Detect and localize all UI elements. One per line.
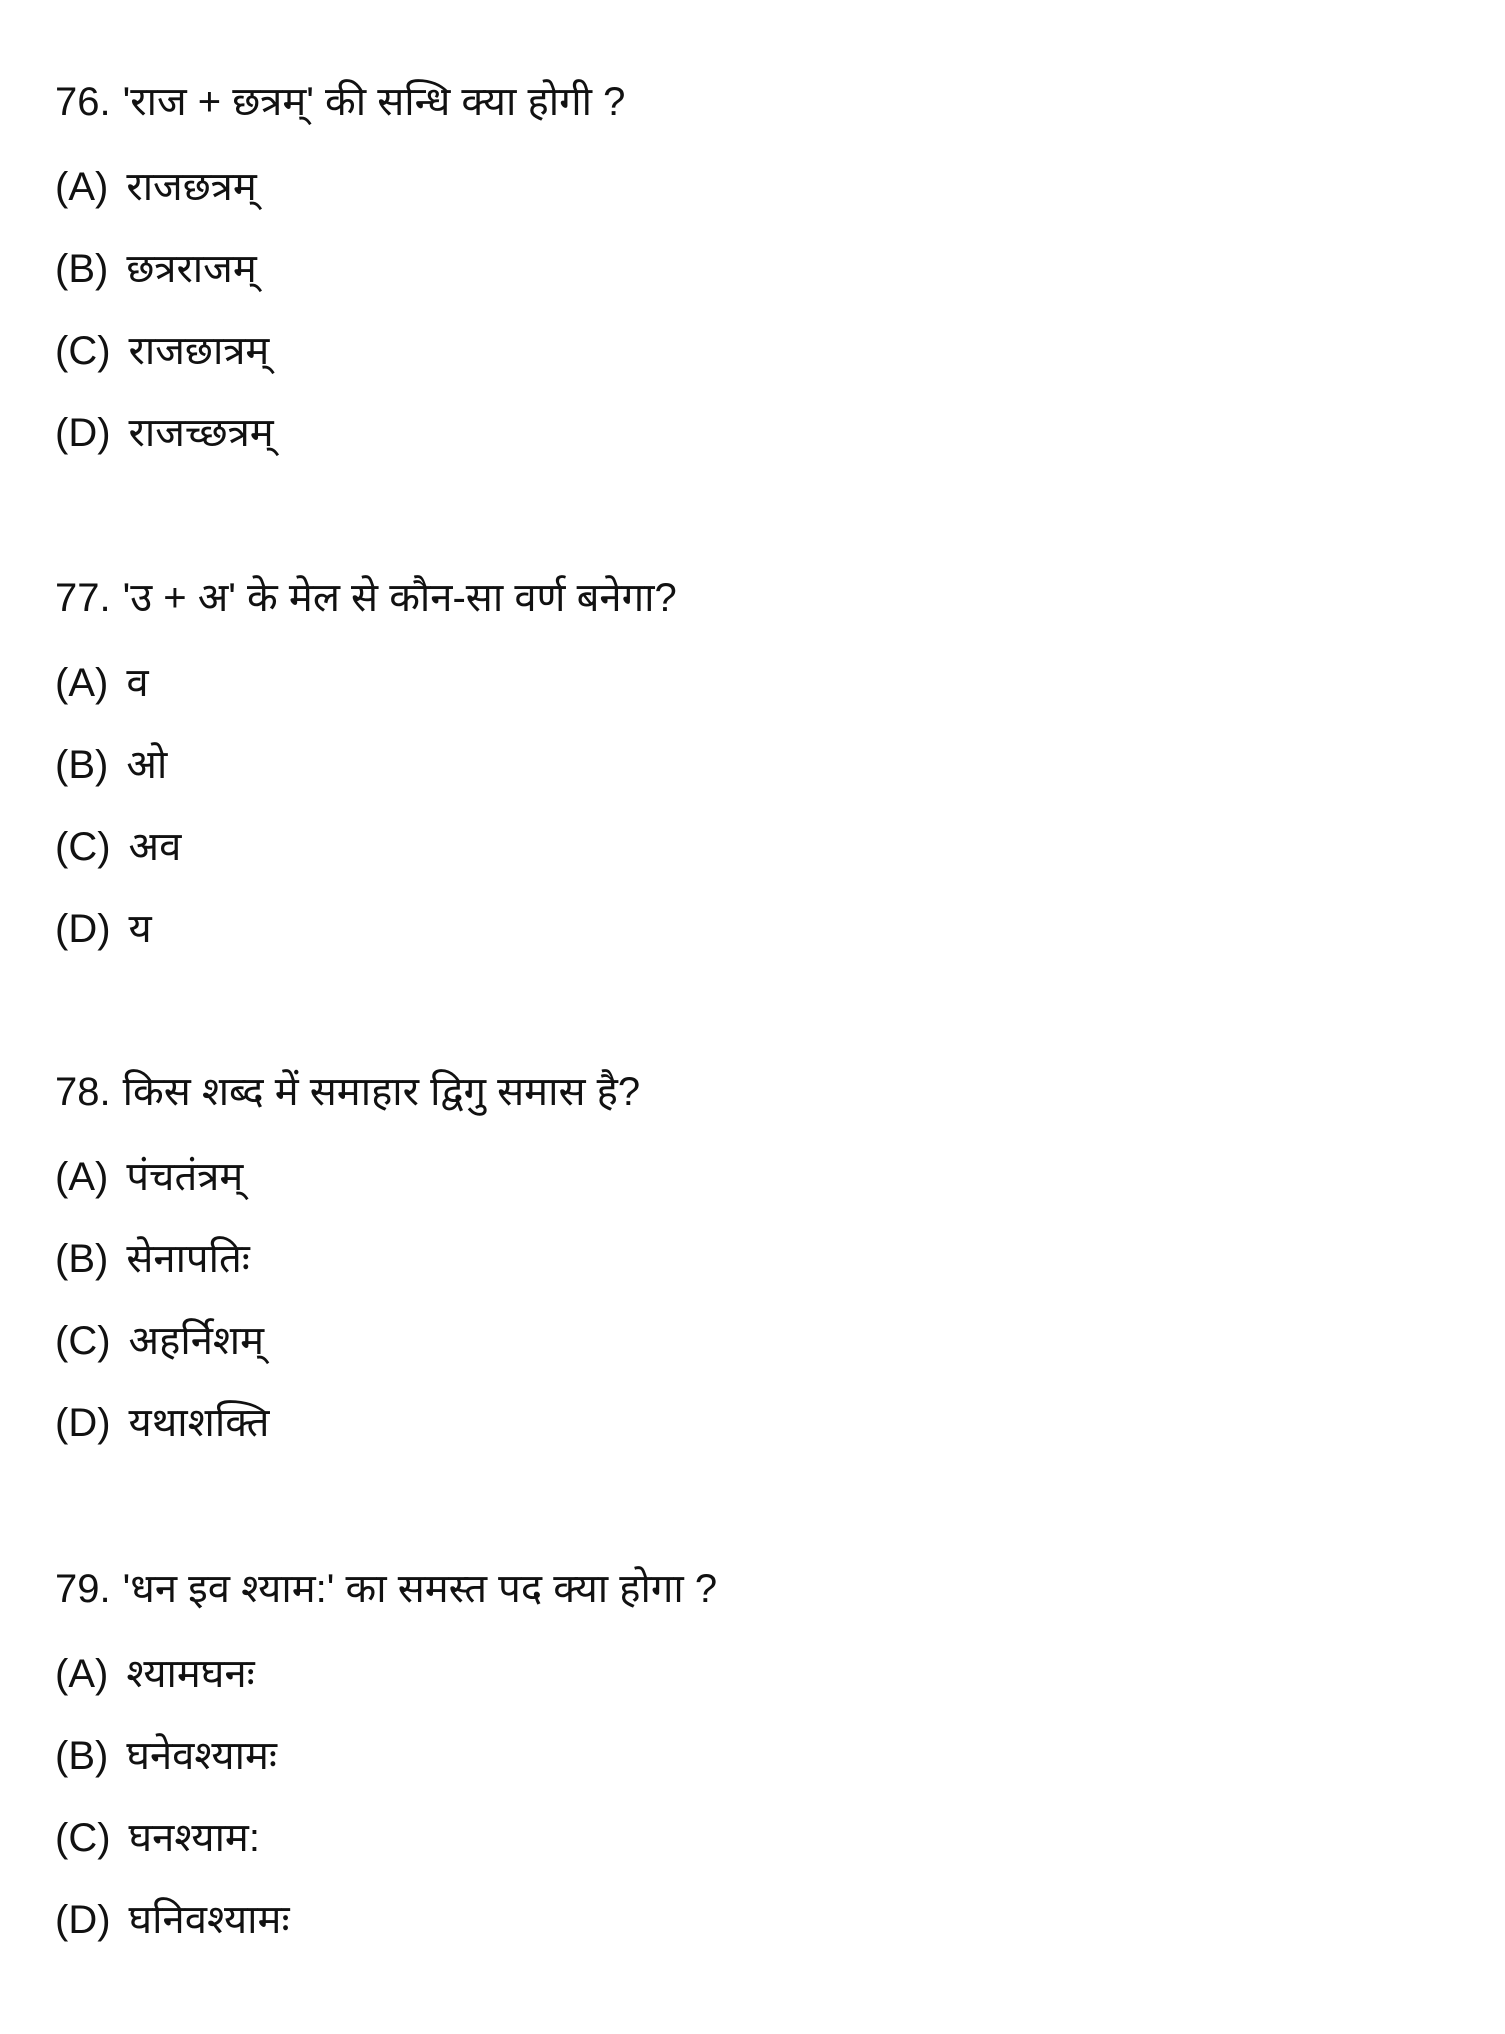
option-c xyxy=(55,819,677,901)
question-78 xyxy=(55,1064,640,1477)
option-a xyxy=(55,655,677,737)
option-a xyxy=(55,1646,717,1728)
option-text: श्यामघनः xyxy=(126,1652,255,1696)
option-label: (D) xyxy=(55,411,111,455)
question-number: 76. xyxy=(55,80,111,124)
question-stem: 'राज + छत्रम्' की सन्धि क्या होगी ? xyxy=(122,80,626,124)
option-d xyxy=(55,1395,640,1477)
question-stem: 'उ + अ' के मेल से कौन-सा वर्ण बनेगा? xyxy=(122,576,677,620)
option-text: राजछत्रम् xyxy=(126,165,257,209)
option-a xyxy=(55,159,625,241)
option-b xyxy=(55,241,625,323)
question-text xyxy=(55,1561,717,1646)
option-c xyxy=(55,1810,717,1892)
option-text: य xyxy=(128,907,152,951)
option-label: (A) xyxy=(55,1155,109,1199)
option-text: पंचतंत्रम् xyxy=(126,1155,244,1199)
option-c xyxy=(55,1313,640,1395)
option-label: (B) xyxy=(55,1237,109,1281)
option-a xyxy=(55,1149,640,1231)
option-label: (B) xyxy=(55,743,109,787)
option-label: (B) xyxy=(55,247,109,291)
question-text xyxy=(55,1064,640,1149)
question-number: 77. xyxy=(55,576,111,620)
option-label: (C) xyxy=(55,825,111,869)
option-label: (D) xyxy=(55,1401,111,1445)
question-number: 78. xyxy=(55,1070,111,1114)
option-text: अव xyxy=(128,825,182,869)
option-text: छत्रराजम् xyxy=(126,247,257,291)
option-label: (A) xyxy=(55,661,109,705)
question-text xyxy=(55,74,625,159)
question-stem: किस शब्द में समाहार द्विगु समास है? xyxy=(122,1070,641,1114)
option-label: (C) xyxy=(55,1319,111,1363)
option-text: व xyxy=(126,661,149,705)
question-text xyxy=(55,570,677,655)
option-text: सेनापतिः xyxy=(126,1237,250,1281)
question-79 xyxy=(55,1561,717,1974)
option-d xyxy=(55,1892,717,1974)
question-76 xyxy=(55,74,625,487)
option-text: घनेवश्यामः xyxy=(126,1734,277,1778)
option-label: (D) xyxy=(55,1898,111,1942)
option-text: घनश्याम: xyxy=(128,1816,260,1860)
option-label: (C) xyxy=(55,329,111,373)
option-label: (B) xyxy=(55,1734,109,1778)
option-label: (C) xyxy=(55,1816,111,1860)
option-c xyxy=(55,323,625,405)
option-label: (A) xyxy=(55,165,109,209)
option-label: (D) xyxy=(55,907,111,951)
option-d xyxy=(55,901,677,983)
question-number: 79. xyxy=(55,1567,111,1611)
option-text: राजच्छत्रम् xyxy=(128,411,274,455)
option-label: (A) xyxy=(55,1652,109,1696)
question-stem: 'धन इव श्याम:' का समस्त पद क्या होगा ? xyxy=(122,1567,718,1611)
option-d xyxy=(55,405,625,487)
option-b xyxy=(55,1231,640,1313)
option-text: यथाशक्ति xyxy=(128,1401,270,1445)
option-text: घनिवश्यामः xyxy=(128,1898,290,1942)
option-text: अहर्निशम् xyxy=(128,1319,265,1363)
question-77 xyxy=(55,570,677,983)
option-text: राजछात्रम् xyxy=(128,329,270,373)
option-b xyxy=(55,1728,717,1810)
option-b xyxy=(55,737,677,819)
option-text: ओ xyxy=(126,743,168,787)
